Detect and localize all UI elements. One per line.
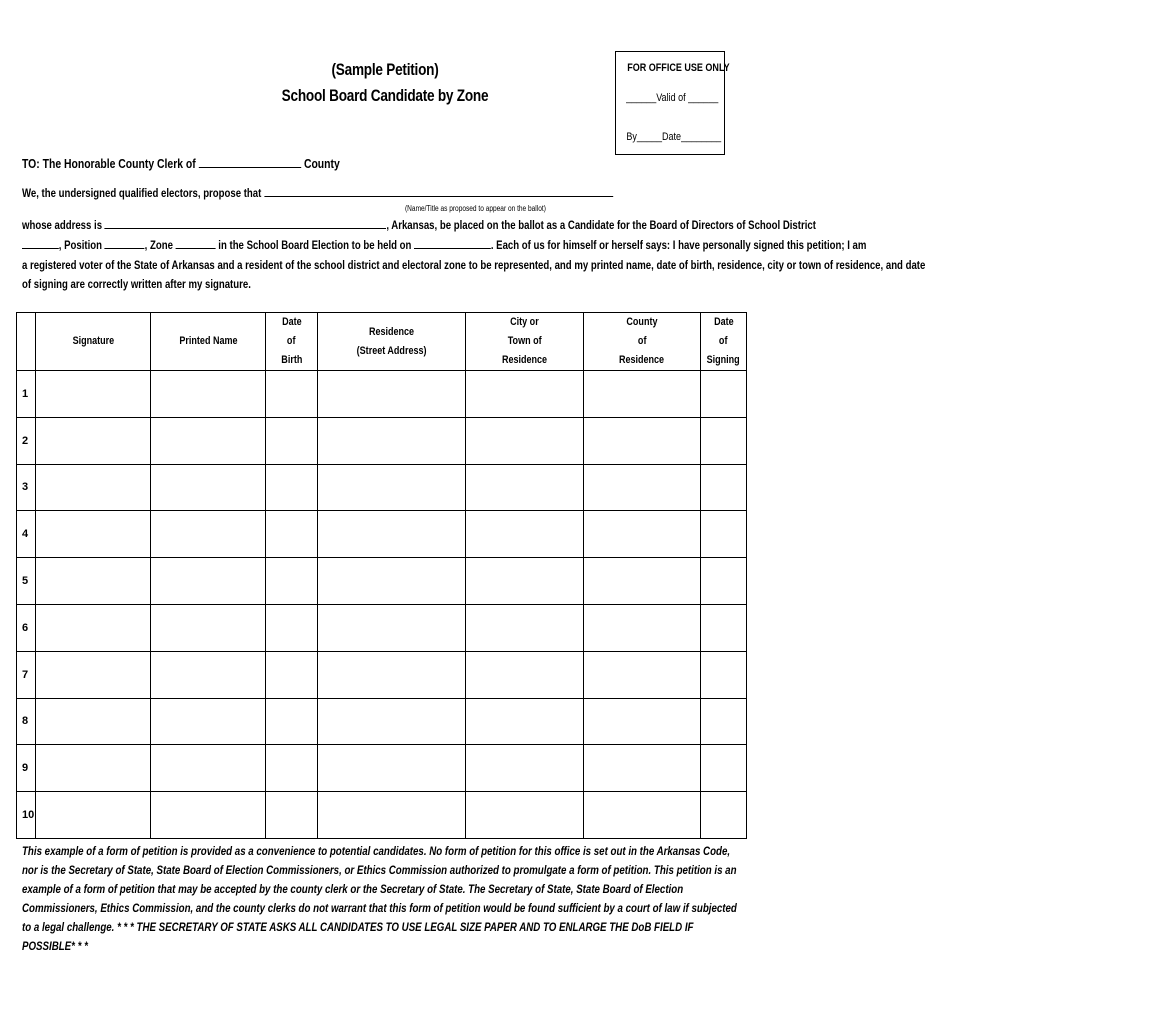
- cell-signature[interactable]: [36, 651, 151, 698]
- cell-residence[interactable]: [318, 464, 466, 511]
- position-label: , Position: [58, 238, 102, 252]
- column-header-county: [584, 313, 701, 371]
- cell-signature[interactable]: [36, 464, 151, 511]
- table-row: [17, 792, 747, 839]
- cell-date-of-signing[interactable]: [701, 745, 747, 792]
- position-blank[interactable]: [105, 238, 145, 249]
- election-label: in the School Board Election to be held on: [218, 238, 412, 252]
- column-header-line: City or: [510, 316, 539, 328]
- office-use-box: [615, 51, 730, 155]
- cell-county[interactable]: [584, 464, 701, 511]
- cell-printed-name[interactable]: [151, 558, 266, 605]
- row-number: 7: [17, 651, 36, 698]
- school-district-blank[interactable]: [22, 238, 59, 249]
- column-header-date-of-signing: [701, 313, 747, 371]
- row-number: 4: [17, 511, 36, 558]
- column-header-printed-name: [151, 313, 266, 371]
- cell-residence[interactable]: [318, 371, 466, 418]
- table-header-row: [17, 313, 747, 371]
- propose-line: [22, 186, 761, 200]
- cell-residence[interactable]: [318, 745, 466, 792]
- address-label: whose address is: [22, 218, 103, 232]
- column-header-city-or-town: [466, 313, 584, 371]
- column-header-line: Birth: [280, 354, 303, 366]
- declaration-line-3: a registered voter of the State of Arkansas and a resident of the school district and electoral zone to be represented, and my printed name, date of birth, residence, city or town of residence, and date: [22, 258, 926, 272]
- cell-printed-name[interactable]: [151, 698, 266, 745]
- election-date-blank[interactable]: [414, 238, 491, 249]
- valid-of-field[interactable]: ______Valid of ______: [626, 92, 719, 104]
- cell-county[interactable]: [584, 417, 701, 464]
- cell-county[interactable]: [584, 792, 701, 839]
- cell-city-or-town[interactable]: [466, 651, 584, 698]
- cell-date-of-birth[interactable]: [266, 558, 318, 605]
- cell-date-of-signing[interactable]: [701, 604, 747, 651]
- address-continuation: , Arkansas, be placed on the ballot as a Candidate for the Board of Directors of School District: [386, 218, 816, 232]
- cell-date-of-birth[interactable]: [266, 651, 318, 698]
- table-row: [17, 511, 747, 558]
- cell-residence[interactable]: [318, 417, 466, 464]
- cell-residence[interactable]: [318, 604, 466, 651]
- cell-printed-name[interactable]: [151, 604, 266, 651]
- address-blank[interactable]: [105, 218, 387, 229]
- cell-date-of-birth[interactable]: [266, 745, 318, 792]
- cell-city-or-town[interactable]: [466, 745, 584, 792]
- table-row: [17, 604, 747, 651]
- cell-city-or-town[interactable]: [466, 558, 584, 605]
- cell-county[interactable]: [584, 698, 701, 745]
- column-header-line: of: [719, 335, 728, 347]
- cell-county[interactable]: [584, 558, 701, 605]
- cell-residence[interactable]: [318, 558, 466, 605]
- cell-signature[interactable]: [36, 792, 151, 839]
- cell-date-of-signing[interactable]: [701, 511, 747, 558]
- name-title-note: (Name/Title as proposed to appear on the ballot): [405, 204, 546, 213]
- cell-city-or-town[interactable]: [466, 792, 584, 839]
- column-header-row-number: [17, 313, 36, 371]
- cell-city-or-town[interactable]: [466, 698, 584, 745]
- row-number: 3: [17, 464, 36, 511]
- column-header-signature: [36, 313, 151, 371]
- column-header-line: Residence: [501, 354, 548, 366]
- cell-date-of-birth[interactable]: [266, 604, 318, 651]
- column-header-line: (Street Address): [356, 344, 427, 357]
- row-number: 8: [17, 698, 36, 745]
- cell-date-of-birth[interactable]: [266, 792, 318, 839]
- column-header-line: of: [637, 335, 647, 347]
- cell-printed-name[interactable]: [151, 464, 266, 511]
- cell-date-of-signing[interactable]: [701, 651, 747, 698]
- declaration-line-4: of signing are correctly written after my signature.: [22, 277, 251, 291]
- row-number: 1: [17, 371, 36, 418]
- cell-city-or-town[interactable]: [466, 464, 584, 511]
- address-line: [22, 218, 1014, 232]
- table-row: [17, 464, 747, 511]
- column-header-line: Signature: [72, 335, 114, 347]
- cell-date-of-signing[interactable]: [701, 698, 747, 745]
- row-number: 10: [17, 792, 36, 839]
- declaration-text: . Each of us for himself or herself says: I have personally signed this petition; I am: [490, 238, 867, 252]
- addressee-prefix: TO: The Honorable County Clerk of: [22, 156, 196, 171]
- cell-residence[interactable]: [318, 511, 466, 558]
- cell-city-or-town[interactable]: [466, 511, 584, 558]
- cell-signature[interactable]: [36, 698, 151, 745]
- column-header-line: Date: [281, 316, 302, 328]
- disclaimer-text: This example of a form of petition is provided as a convenience to potential candidates. No form of petition for this office is set out in the Arkansas Code, nor is the Secretary of State, State Board of Election Commissioners, or Ethics Commission authorized to promulgate a form of petition. This petition is an example of a form of petition that may be accepted by the county clerk or the Secretary of State. The Secretary of State, State Board of Election Commissioners, Ethics Commission, and the county clerks do not warrant that this form of petition would be found sufficient by a court of law if subjected to a legal challenge. * * * THE SECRETARY OF STATE ASKS ALL CANDIDATES TO USE LEGAL SIZE PAPER AND TO ENLARGE THE DoB FIELD IF POSSIBLE* * *: [22, 844, 737, 953]
- cell-printed-name[interactable]: [151, 371, 266, 418]
- cell-city-or-town[interactable]: [466, 417, 584, 464]
- cell-date-of-signing[interactable]: [701, 792, 747, 839]
- by-date-field[interactable]: By_____Date________: [626, 131, 722, 143]
- cell-signature[interactable]: [36, 511, 151, 558]
- cell-date-of-birth[interactable]: [266, 464, 318, 511]
- table-row: [17, 651, 747, 698]
- cell-signature[interactable]: [36, 417, 151, 464]
- row-number: 9: [17, 745, 36, 792]
- table-row: [17, 371, 747, 418]
- column-header-residence: [318, 313, 466, 371]
- cell-county[interactable]: [584, 604, 701, 651]
- column-header-line: Residence: [619, 354, 665, 366]
- cell-date-of-signing[interactable]: [701, 417, 747, 464]
- cell-residence[interactable]: [318, 792, 466, 839]
- cell-signature[interactable]: [36, 558, 151, 605]
- column-header-date-of-birth: [266, 313, 318, 371]
- title-line-1: (Sample Petition): [331, 60, 439, 79]
- county-clerk-blank[interactable]: [199, 157, 301, 168]
- cell-date-of-birth[interactable]: [266, 417, 318, 464]
- cell-date-of-signing[interactable]: [701, 464, 747, 511]
- cell-signature[interactable]: [36, 371, 151, 418]
- cell-county[interactable]: [584, 745, 701, 792]
- cell-residence[interactable]: [318, 698, 466, 745]
- candidate-name-blank[interactable]: [264, 186, 613, 197]
- column-header-line: of: [287, 335, 296, 347]
- zone-label: , Zone: [144, 238, 173, 252]
- cell-printed-name[interactable]: [151, 651, 266, 698]
- title-line-2: School Board Candidate by Zone: [281, 86, 489, 105]
- row-number: 6: [17, 604, 36, 651]
- office-use-heading: FOR OFFICE USE ONLY: [627, 62, 730, 74]
- column-header-line: Residence: [368, 325, 415, 338]
- cell-date-of-birth[interactable]: [266, 371, 318, 418]
- table-row: [17, 558, 747, 605]
- cell-printed-name[interactable]: [151, 792, 266, 839]
- table-row: [17, 417, 747, 464]
- column-header-line: Town of: [507, 335, 542, 347]
- column-header-line: Signing: [706, 354, 741, 366]
- table-row: [17, 745, 747, 792]
- row-number: 5: [17, 558, 36, 605]
- cell-county[interactable]: [584, 371, 701, 418]
- cell-city-or-town[interactable]: [466, 371, 584, 418]
- cell-signature[interactable]: [36, 745, 151, 792]
- column-header-line: County: [626, 316, 658, 328]
- zone-blank[interactable]: [176, 238, 216, 249]
- addressee-suffix: County: [303, 156, 340, 171]
- cell-date-of-signing[interactable]: [701, 371, 747, 418]
- cell-date-of-signing[interactable]: [701, 558, 747, 605]
- cell-residence[interactable]: [318, 651, 466, 698]
- column-header-line: Date: [713, 316, 734, 328]
- cell-date-of-birth[interactable]: [266, 698, 318, 745]
- row-number: 2: [17, 417, 36, 464]
- addressee-line: [22, 156, 419, 171]
- cell-printed-name[interactable]: [151, 745, 266, 792]
- signature-table: [16, 312, 747, 839]
- table-row: [17, 698, 747, 745]
- column-header-line: Printed Name: [178, 335, 238, 347]
- cell-date-of-birth[interactable]: [266, 511, 318, 558]
- cell-signature[interactable]: [36, 604, 151, 651]
- cell-printed-name[interactable]: [151, 511, 266, 558]
- propose-text: We, the undersigned qualified electors, propose that: [22, 186, 262, 200]
- cell-county[interactable]: [584, 651, 701, 698]
- cell-city-or-town[interactable]: [466, 604, 584, 651]
- cell-county[interactable]: [584, 511, 701, 558]
- cell-printed-name[interactable]: [151, 417, 266, 464]
- position-line: [22, 238, 1078, 252]
